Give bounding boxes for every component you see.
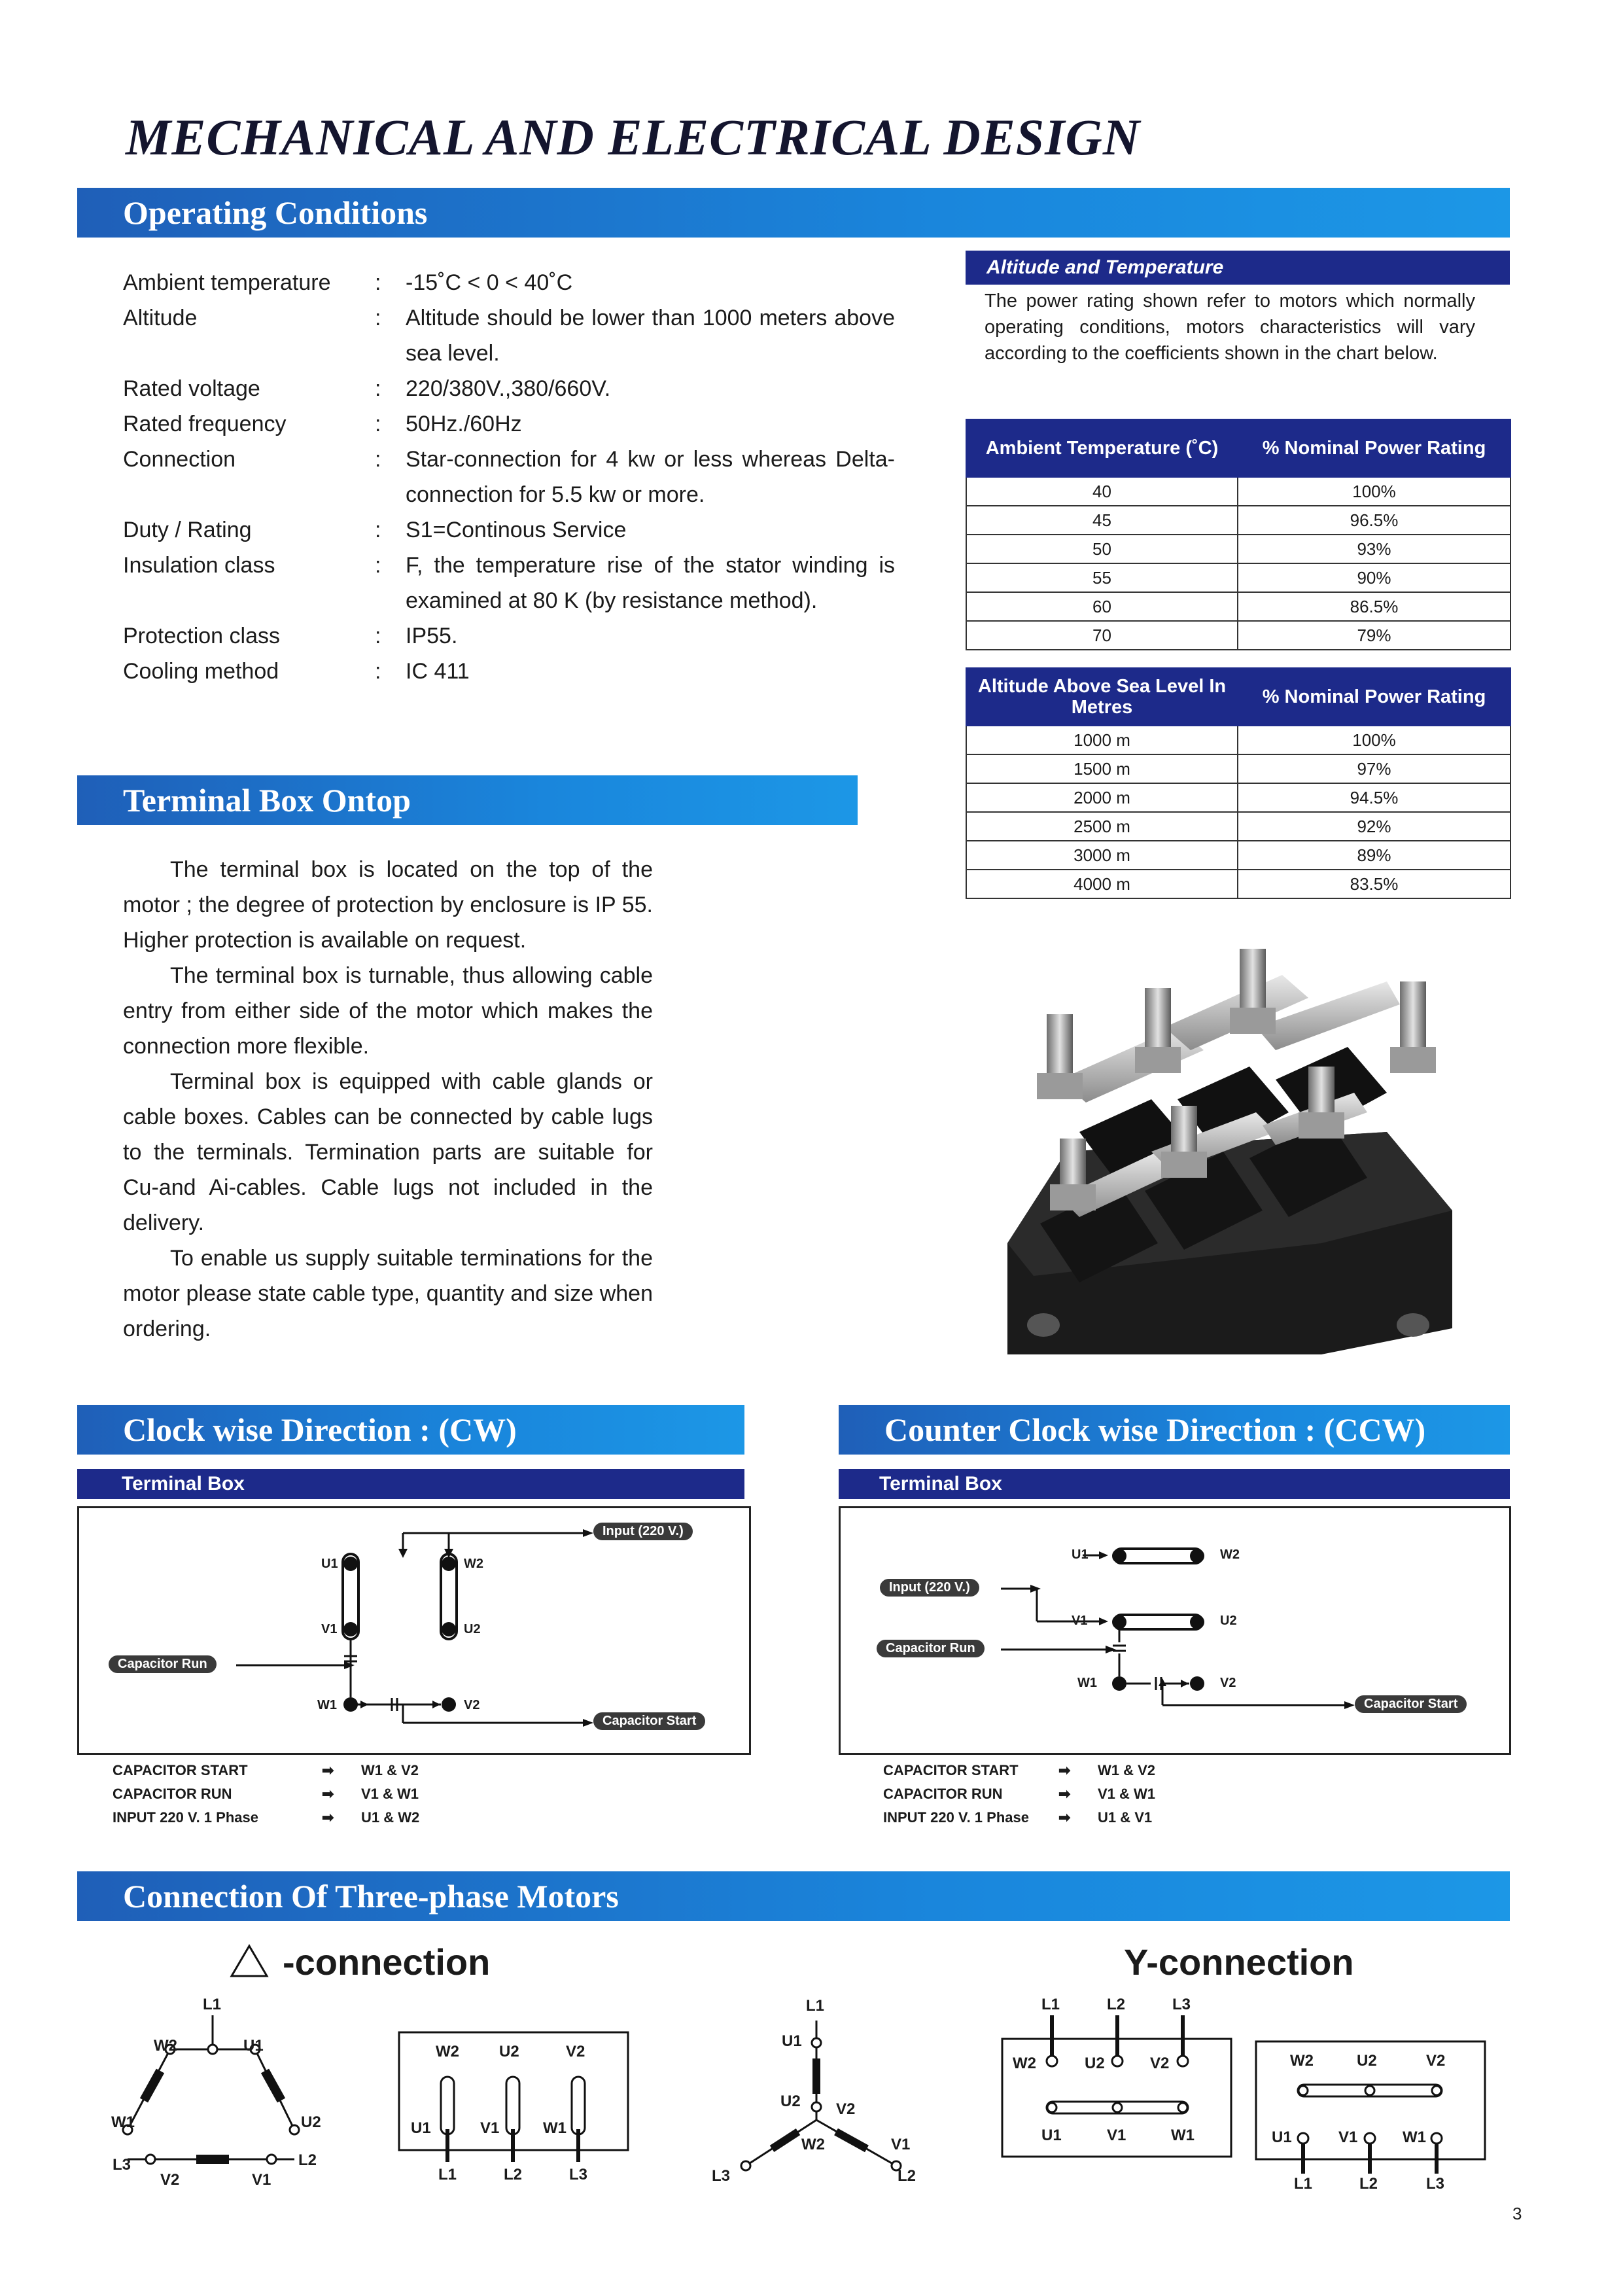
spec-key: Cooling method	[123, 659, 279, 684]
terminal-w2: W2	[464, 1557, 483, 1571]
paragraph: Terminal box is equipped with cable glands or cable boxes. Cables can be connected by cable lugs to the terminals. Termination parts are suitable for Cu-and Ai-cables. Cable lugs not included in the delivery.	[123, 1069, 653, 1235]
capacitor-run-label: Capacitor Run	[109, 1655, 217, 1673]
terminal-u1: U1	[1272, 2128, 1292, 2146]
terminal-l3: L3	[1426, 2175, 1445, 2193]
operating-conditions-heading: Operating Conditions	[77, 188, 1510, 238]
terminal-u1: U1	[411, 2119, 431, 2137]
spec-row	[123, 654, 895, 689]
cw-legend	[113, 1759, 479, 1829]
paragraph: To enable us supply suitable terminations for the motor please state cable type, quantity and size when ordering.	[123, 1246, 653, 1341]
terminal-box-text	[123, 852, 653, 1347]
terminal-l1: L1	[203, 1996, 222, 2013]
terminal-l1: L1	[438, 2166, 457, 2183]
temperature-table	[966, 419, 1511, 650]
terminal-v1: V1	[252, 2171, 271, 2189]
spec-value: IC 411	[406, 659, 470, 684]
capacitor-run-label: Capacitor Run	[877, 1640, 985, 1657]
table-cell: 40	[966, 477, 1238, 506]
input-label: Input (220 V.)	[880, 1579, 979, 1597]
table-cell: 100%	[1238, 477, 1510, 506]
terminal-w2: W2	[1290, 2052, 1314, 2070]
terminal-v1: V1	[480, 2119, 500, 2137]
table-cell: 94.5%	[1238, 783, 1510, 812]
cw-terminal-box-label: Terminal Box	[77, 1469, 744, 1499]
altitude-temperature-text: The power rating shown refer to motors which normally operating conditions, motors characteristics will vary according to the coefficients shown in the chart below.	[985, 291, 1475, 364]
input-label: Input (220 V.)	[593, 1523, 693, 1540]
table-cell: 93%	[1238, 535, 1510, 563]
terminal-l2: L2	[504, 2166, 523, 2183]
spec-key: Ambient temperature	[123, 270, 331, 295]
terminal-w2: W2	[1013, 2055, 1036, 2072]
terminal-l1: L1	[1041, 1996, 1060, 2013]
spec-sep: :	[375, 624, 381, 648]
table-cell: 92%	[1238, 812, 1510, 841]
spec-sep: :	[375, 306, 381, 330]
terminal-l3: L3	[1172, 1996, 1191, 2013]
table-row	[966, 506, 1510, 535]
spec-sep: :	[375, 270, 381, 295]
table-cell: 97%	[1238, 754, 1510, 783]
table-cell: 2500 m	[966, 812, 1238, 841]
spec-value: IP55.	[406, 624, 458, 648]
legend-value: V1 & W1	[1098, 1786, 1156, 1802]
table-cell: 70	[966, 621, 1238, 650]
terminal-w2: W2	[801, 2136, 825, 2153]
spec-value: F, the temperature rise of the stator winding is examined at 80 K (by resistance method).	[406, 553, 895, 613]
delta-connection-title: -connection	[283, 1941, 491, 1983]
terminal-l3: L3	[569, 2166, 588, 2183]
spec-key: Rated frequency	[123, 412, 287, 436]
delta-winding-diagram	[105, 1996, 327, 2199]
terminal-v2: V2	[1220, 1676, 1236, 1690]
legend-key: CAPACITOR START	[883, 1762, 1019, 1778]
spec-sep: :	[375, 376, 381, 401]
terminal-v2: V2	[160, 2171, 180, 2189]
terminal-u2: U2	[1357, 2052, 1377, 2070]
table-row	[966, 783, 1510, 812]
legend-value: U1 & W2	[361, 1809, 420, 1826]
spec-key: Connection	[123, 447, 236, 472]
terminal-u1: U1	[1041, 2127, 1062, 2144]
arrow-icon: ➡	[1058, 1786, 1071, 1802]
table-header: % Nominal Power Rating	[1238, 668, 1510, 726]
table-row	[966, 754, 1510, 783]
spec-row	[123, 618, 895, 654]
spec-row	[123, 406, 895, 442]
table-header: Altitude Above Sea Level In Metres	[966, 668, 1238, 726]
spec-row	[123, 371, 895, 406]
terminal-w1: W1	[111, 2113, 135, 2131]
terminal-l2: L2	[898, 2167, 916, 2185]
ccw-terminal-box-label: Terminal Box	[839, 1469, 1510, 1499]
terminal-v2: V2	[566, 2043, 585, 2060]
terminal-u2: U2	[499, 2043, 519, 2060]
terminal-block-photo	[981, 936, 1459, 1361]
star-terminal-board	[1001, 1996, 1236, 2166]
altitude-table	[966, 667, 1511, 899]
terminal-l2: L2	[1359, 2175, 1378, 2193]
terminal-w1: W1	[317, 1698, 337, 1712]
spec-value: Altitude should be lower than 1000 meters above sea level.	[406, 306, 895, 366]
terminal-l2: L2	[1107, 1996, 1126, 2013]
spec-sep: :	[375, 447, 381, 472]
table-row	[966, 870, 1510, 898]
table-row	[966, 621, 1510, 650]
star-terminal-board-2	[1255, 2040, 1489, 2195]
legend-key: INPUT 220 V. 1 Phase	[883, 1809, 1029, 1826]
cw-heading: Clock wise Direction : (CW)	[77, 1405, 744, 1455]
terminal-box-heading: Terminal Box Ontop	[77, 775, 858, 825]
legend-row	[113, 1782, 479, 1806]
star-winding-diagram	[707, 1997, 929, 2199]
terminal-v1: V1	[321, 1622, 338, 1636]
terminal-v2: V2	[836, 2100, 856, 2118]
terminal-v2: V2	[464, 1698, 480, 1712]
delta-symbol-icon	[229, 1943, 270, 1979]
table-cell: 45	[966, 506, 1238, 535]
terminal-u1: U1	[1072, 1547, 1089, 1562]
table-cell: 50	[966, 535, 1238, 563]
legend-row	[883, 1806, 1249, 1829]
table-cell: 60	[966, 592, 1238, 621]
terminal-w1: W1	[1403, 2128, 1426, 2146]
terminal-l1: L1	[806, 1997, 825, 2015]
legend-row	[883, 1782, 1249, 1806]
spec-sep: :	[375, 659, 381, 684]
table-header: Ambient Temperature (˚C)	[966, 419, 1238, 477]
terminal-u2: U2	[1220, 1614, 1237, 1628]
spec-key: Insulation class	[123, 553, 275, 578]
terminal-v1: V1	[1072, 1614, 1088, 1628]
terminal-u1: U1	[782, 2032, 802, 2050]
star-winding-lines	[707, 2002, 929, 2199]
spec-value: Star-connection for 4 kw or less whereas Delta-connection for 5.5 kw or more.	[406, 447, 895, 507]
table-cell: 3000 m	[966, 841, 1238, 870]
table-row	[966, 812, 1510, 841]
table-cell: 55	[966, 563, 1238, 592]
terminal-w2: W2	[1220, 1547, 1240, 1562]
terminal-u2: U2	[780, 2093, 801, 2110]
terminal-u1: U1	[243, 2037, 264, 2055]
table-cell: 1000 m	[966, 726, 1238, 754]
spec-value: -15˚C < 0 < 40˚C	[406, 270, 573, 295]
spec-row	[123, 548, 895, 618]
ccw-wiring-diagram	[839, 1506, 1511, 1755]
legend-key: INPUT 220 V. 1 Phase	[113, 1809, 258, 1826]
legend-value: V1 & W1	[361, 1786, 419, 1802]
spec-row	[123, 265, 895, 300]
legend-value: W1 & V2	[1098, 1762, 1156, 1778]
altitude-temperature-heading: Altitude and Temperature	[966, 251, 1510, 285]
cw-wiring-diagram	[77, 1506, 751, 1755]
spec-value: 50Hz./60Hz	[406, 412, 522, 436]
terminal-w1: W1	[543, 2119, 567, 2137]
table-row	[966, 841, 1510, 870]
arrow-icon: ➡	[322, 1762, 334, 1778]
legend-row	[113, 1759, 479, 1782]
spec-key: Protection class	[123, 624, 280, 648]
table-row	[966, 726, 1510, 754]
table-cell: 83.5%	[1238, 870, 1510, 898]
arrow-icon: ➡	[1058, 1809, 1071, 1826]
terminal-v2: V2	[1426, 2052, 1446, 2070]
spec-row	[123, 300, 895, 371]
delta-terminal-board	[398, 2031, 632, 2187]
table-row	[966, 563, 1510, 592]
terminal-w2: W2	[436, 2043, 459, 2060]
terminal-l1: L1	[1294, 2175, 1313, 2193]
terminal-v1: V1	[891, 2136, 911, 2153]
table-cell: 79%	[1238, 621, 1510, 650]
operating-conditions-list	[123, 265, 895, 689]
legend-value: U1 & V1	[1098, 1809, 1153, 1826]
legend-value: W1 & V2	[361, 1762, 419, 1778]
spec-sep: :	[375, 412, 381, 436]
paragraph: The terminal box is turnable, thus allowing cable entry from either side of the motor which makes the connection more flexible.	[123, 963, 653, 1059]
table-cell: 4000 m	[966, 870, 1238, 898]
terminal-v1: V1	[1107, 2127, 1126, 2144]
terminal-l3: L3	[113, 2156, 131, 2174]
terminal-w1: W1	[1077, 1676, 1097, 1690]
spec-key: Rated voltage	[123, 376, 260, 401]
arrow-icon: ➡	[322, 1786, 334, 1802]
legend-row	[113, 1806, 479, 1829]
arrow-icon: ➡	[322, 1809, 334, 1826]
terminal-l3: L3	[712, 2167, 731, 2185]
capacitor-start-label: Capacitor Start	[1355, 1695, 1467, 1713]
table-cell: 86.5%	[1238, 592, 1510, 621]
spec-key: Duty / Rating	[123, 518, 252, 542]
legend-key: CAPACITOR RUN	[883, 1786, 1003, 1802]
table-cell: 96.5%	[1238, 506, 1510, 535]
table-cell: 90%	[1238, 563, 1510, 592]
table-row	[966, 592, 1510, 621]
spec-key: Altitude	[123, 306, 198, 330]
spec-value: S1=Continous Service	[406, 518, 627, 542]
terminal-l2: L2	[298, 2151, 317, 2169]
three-phase-heading: Connection Of Three-phase Motors	[77, 1871, 1510, 1921]
delta-winding-lines	[105, 2002, 327, 2199]
terminal-v1: V1	[1338, 2128, 1358, 2146]
paragraph: The terminal box is located on the top of the motor ; the degree of protection by enclosure is IP 55. Higher protection is available on request.	[123, 857, 653, 953]
table-row	[966, 477, 1510, 506]
terminal-u2: U2	[301, 2113, 321, 2131]
capacitor-start-label: Capacitor Start	[593, 1712, 705, 1730]
spec-row	[123, 512, 895, 548]
arrow-icon: ➡	[1058, 1762, 1071, 1778]
terminal-w2: W2	[154, 2037, 177, 2055]
table-header: % Nominal Power Rating	[1238, 419, 1510, 477]
ccw-legend	[883, 1759, 1249, 1829]
legend-key: CAPACITOR START	[113, 1762, 248, 1778]
terminal-v2: V2	[1150, 2055, 1170, 2072]
legend-row	[883, 1759, 1249, 1782]
terminal-u1: U1	[321, 1557, 338, 1571]
ccw-heading: Counter Clock wise Direction : (CCW)	[839, 1405, 1510, 1455]
table-cell: 100%	[1238, 726, 1510, 754]
table-cell: 1500 m	[966, 754, 1238, 783]
spec-sep: :	[375, 553, 381, 578]
terminal-u2: U2	[1085, 2055, 1105, 2072]
table-cell: 2000 m	[966, 783, 1238, 812]
legend-key: CAPACITOR RUN	[113, 1786, 232, 1802]
spec-value: 220/380V.,380/660V.	[406, 376, 611, 401]
page-number: 3	[1512, 2204, 1522, 2223]
spec-row	[123, 442, 895, 512]
page-title: MECHANICAL AND ELECTRICAL DESIGN	[126, 109, 1141, 166]
table-row	[966, 535, 1510, 563]
y-connection-title: Y-connection	[1124, 1941, 1354, 1983]
ccw-wiring-lines	[841, 1508, 1509, 1753]
table-cell: 89%	[1238, 841, 1510, 870]
terminal-w1: W1	[1171, 2127, 1195, 2144]
spec-sep: :	[375, 518, 381, 542]
terminal-u2: U2	[464, 1622, 481, 1636]
